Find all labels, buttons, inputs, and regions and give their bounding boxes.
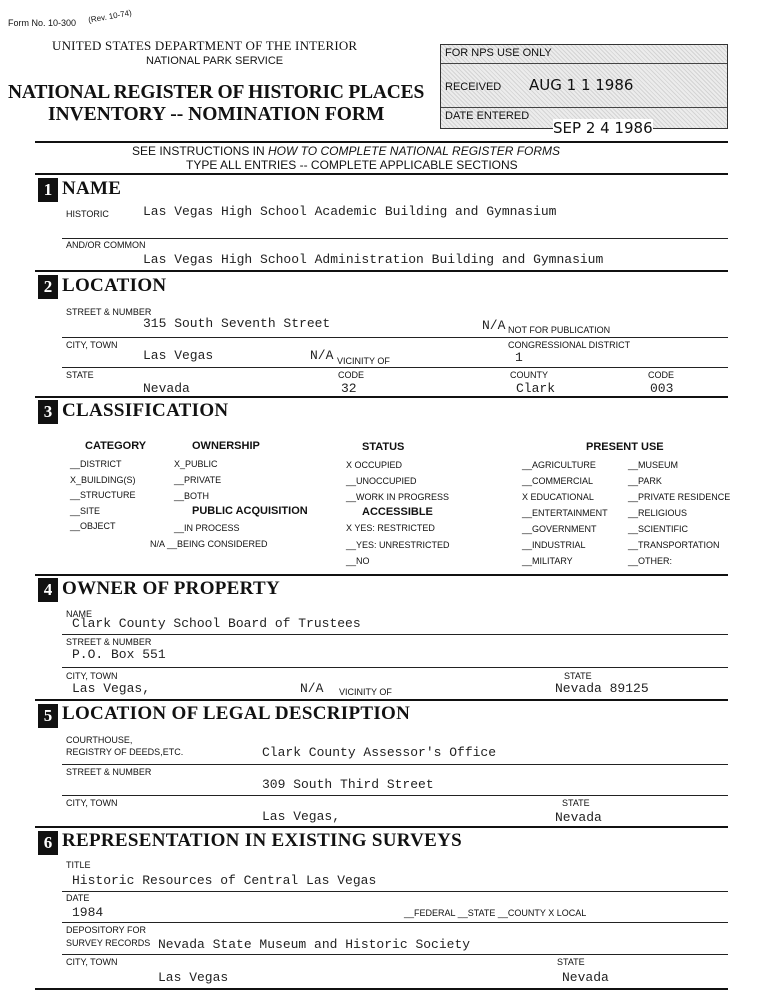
section-6-number: 6 bbox=[38, 831, 58, 855]
ownership-option: X_PUBLIC bbox=[174, 459, 218, 469]
form-revision: (Rev. 10-74) bbox=[87, 8, 133, 25]
status-option: __UNOCCUPIED bbox=[346, 476, 417, 486]
status-option: X OCCUPIED bbox=[346, 460, 403, 470]
state-code-label: CODE bbox=[338, 370, 365, 380]
present-use-option: __PRIVATE RESIDENCE bbox=[628, 492, 731, 502]
present-use-option: __COMMERCIAL bbox=[522, 476, 594, 486]
legal-city-value: Las Vegas, bbox=[262, 809, 341, 824]
nps-use-box bbox=[440, 44, 728, 137]
accessible-option: __YES: UNRESTRICTED bbox=[346, 540, 450, 550]
department-name: UNITED STATES DEPARTMENT OF THE INTERIOR bbox=[52, 38, 358, 53]
nfp-value: N/A bbox=[482, 318, 506, 333]
legal-street-label: STREET & NUMBER bbox=[66, 767, 152, 777]
category-header: CATEGORY bbox=[85, 440, 147, 452]
legal-state-label: STATE bbox=[562, 798, 590, 808]
county-code-value: 003 bbox=[650, 381, 674, 396]
state-value: Nevada bbox=[143, 381, 190, 396]
survey-title-label: TITLE bbox=[66, 860, 91, 870]
present-use-option: __PARK bbox=[628, 476, 662, 486]
historic-label: HISTORIC bbox=[66, 209, 109, 219]
survey-levels: __FEDERAL __STATE __COUNTY X LOCAL bbox=[404, 908, 587, 918]
acquisition-option: N/A __BEING CONSIDERED bbox=[150, 539, 268, 549]
city-value: Las Vegas bbox=[143, 348, 214, 363]
street-value: 315 South Seventh Street bbox=[143, 316, 331, 331]
owner-street-value: P.O. Box 551 bbox=[72, 647, 166, 662]
owner-city-value: Las Vegas, bbox=[72, 681, 151, 696]
survey-title-value: Historic Resources of Central Las Vegas bbox=[72, 873, 377, 888]
service-name: NATIONAL PARK SERVICE bbox=[146, 55, 284, 67]
section-3-number: 3 bbox=[38, 400, 58, 424]
owner-vicinity-label: VICINITY OF bbox=[339, 687, 392, 697]
instructions-line1: SEE INSTRUCTIONS IN HOW TO COMPLETE NATIONAL REGISTER FORMS bbox=[132, 144, 561, 158]
common-name: Las Vegas High School Administration Building and Gymnasium bbox=[143, 252, 604, 267]
legal-state-value: Nevada bbox=[555, 810, 602, 825]
section-1-title: NAME bbox=[62, 178, 122, 199]
status-option: __WORK IN PROGRESS bbox=[346, 492, 450, 502]
form-title-line2: INVENTORY -- NOMINATION FORM bbox=[48, 104, 385, 125]
present-use-option: __MILITARY bbox=[522, 556, 573, 566]
acquisition-header: PUBLIC ACQUISITION bbox=[192, 505, 308, 517]
form-title-line1: NATIONAL REGISTER OF HISTORIC PLACES bbox=[8, 82, 425, 103]
street-label: STREET & NUMBER bbox=[66, 307, 152, 317]
date-entered-label: DATE ENTERED bbox=[445, 110, 530, 122]
present-use-option: X EDUCATIONAL bbox=[522, 492, 594, 502]
category-option: __STRUCTURE bbox=[70, 490, 136, 500]
form-number: Form No. 10-300 bbox=[8, 18, 77, 28]
present-use-option: __RELIGIOUS bbox=[628, 508, 688, 518]
status-header: STATUS bbox=[362, 441, 405, 453]
nfp-label: NOT FOR PUBLICATION bbox=[508, 325, 611, 335]
congressional-label: CONGRESSIONAL DISTRICT bbox=[508, 340, 631, 350]
present-use-option: __OTHER: bbox=[628, 556, 673, 566]
state-label: STATE bbox=[66, 370, 94, 380]
state-code-value: 32 bbox=[341, 381, 357, 396]
present-use-option: __INDUSTRIAL bbox=[522, 540, 586, 550]
category-option: __SITE bbox=[70, 506, 101, 516]
present-use-option: __GOVERNMENT bbox=[522, 524, 597, 534]
owner-city-label: CITY, TOWN bbox=[66, 671, 118, 681]
ownership-option: __BOTH bbox=[174, 491, 210, 501]
congressional-value: 1 bbox=[515, 350, 523, 365]
survey-date-label: DATE bbox=[66, 893, 90, 903]
section-4-title: OWNER OF PROPERTY bbox=[62, 578, 281, 599]
category-option: X_BUILDING(S) bbox=[70, 475, 136, 485]
city-label: CITY, TOWN bbox=[66, 340, 118, 350]
vicinity-label: VICINITY OF bbox=[337, 356, 390, 366]
owner-name-label: NAME bbox=[66, 609, 93, 619]
date-entered-stamp: SEP 2 4 1986 bbox=[553, 119, 653, 137]
historic-name: Las Vegas High School Academic Building and Gymnasium bbox=[143, 204, 557, 219]
depository-label: DEPOSITORY FOR bbox=[66, 925, 147, 935]
received-label: RECEIVED bbox=[445, 81, 502, 93]
common-label: AND/OR COMMON bbox=[66, 240, 146, 250]
survey-state-label: STATE bbox=[557, 957, 585, 967]
courthouse-label: COURTHOUSE, bbox=[66, 735, 133, 745]
owner-state-value: Nevada 89125 bbox=[555, 681, 649, 696]
vicinity-value: N/A bbox=[310, 348, 334, 363]
courthouse-value: Clark County Assessor's Office bbox=[262, 745, 497, 760]
category-option: __OBJECT bbox=[70, 521, 116, 531]
instructions-line2: TYPE ALL ENTRIES -- COMPLETE APPLICABLE SECTIONS bbox=[186, 158, 518, 172]
present-use-option: __SCIENTIFIC bbox=[628, 524, 689, 534]
owner-vicinity-value: N/A bbox=[300, 681, 324, 696]
acquisition-option: __IN PROCESS bbox=[174, 523, 240, 533]
section-2-number: 2 bbox=[38, 275, 58, 299]
section-4-number: 4 bbox=[38, 578, 58, 602]
accessible-option: __NO bbox=[346, 556, 370, 566]
registry-label: REGISTRY OF DEEDS,ETC. bbox=[66, 747, 184, 757]
accessible-option: X YES: RESTRICTED bbox=[346, 523, 435, 533]
survey-city-label: CITY, TOWN bbox=[66, 957, 118, 967]
legal-city-label: CITY, TOWN bbox=[66, 798, 118, 808]
survey-date-value: 1984 bbox=[72, 905, 104, 920]
present-use-option: __AGRICULTURE bbox=[522, 460, 596, 470]
county-code-label: CODE bbox=[648, 370, 675, 380]
present-use-option: __TRANSPORTATION bbox=[628, 540, 720, 550]
ownership-option: __PRIVATE bbox=[174, 475, 222, 485]
present-use-option: __ENTERTAINMENT bbox=[522, 508, 608, 518]
county-label: COUNTY bbox=[510, 370, 548, 380]
received-stamp: AUG 1 1 1986 bbox=[529, 76, 634, 94]
survey-records-label: SURVEY RECORDS bbox=[66, 938, 151, 948]
accessible-header: ACCESSIBLE bbox=[362, 506, 433, 518]
depository-value: Nevada State Museum and Historic Society bbox=[158, 937, 471, 952]
section-5-number: 5 bbox=[38, 704, 58, 728]
section-3-title: CLASSIFICATION bbox=[62, 400, 229, 421]
nps-label: FOR NPS USE ONLY bbox=[445, 47, 552, 59]
section-1-number: 1 bbox=[38, 178, 58, 202]
present-use-option: __MUSEUM bbox=[628, 460, 679, 470]
county-value: Clark bbox=[516, 381, 556, 396]
ownership-header: OWNERSHIP bbox=[192, 440, 260, 452]
survey-city-value: Las Vegas bbox=[158, 970, 229, 985]
owner-street-label: STREET & NUMBER bbox=[66, 637, 152, 647]
owner-name-value: Clark County School Board of Trustees bbox=[72, 616, 361, 631]
section-5-title: LOCATION OF LEGAL DESCRIPTION bbox=[62, 703, 411, 724]
section-6-title: REPRESENTATION IN EXISTING SURVEYS bbox=[62, 830, 463, 851]
section-2-title: LOCATION bbox=[62, 275, 167, 296]
owner-state-label: STATE bbox=[564, 671, 592, 681]
legal-street-value: 309 South Third Street bbox=[262, 777, 434, 792]
present-use-header: PRESENT USE bbox=[586, 441, 664, 453]
category-option: __DISTRICT bbox=[70, 459, 122, 469]
survey-state-value: Nevada bbox=[562, 970, 609, 985]
